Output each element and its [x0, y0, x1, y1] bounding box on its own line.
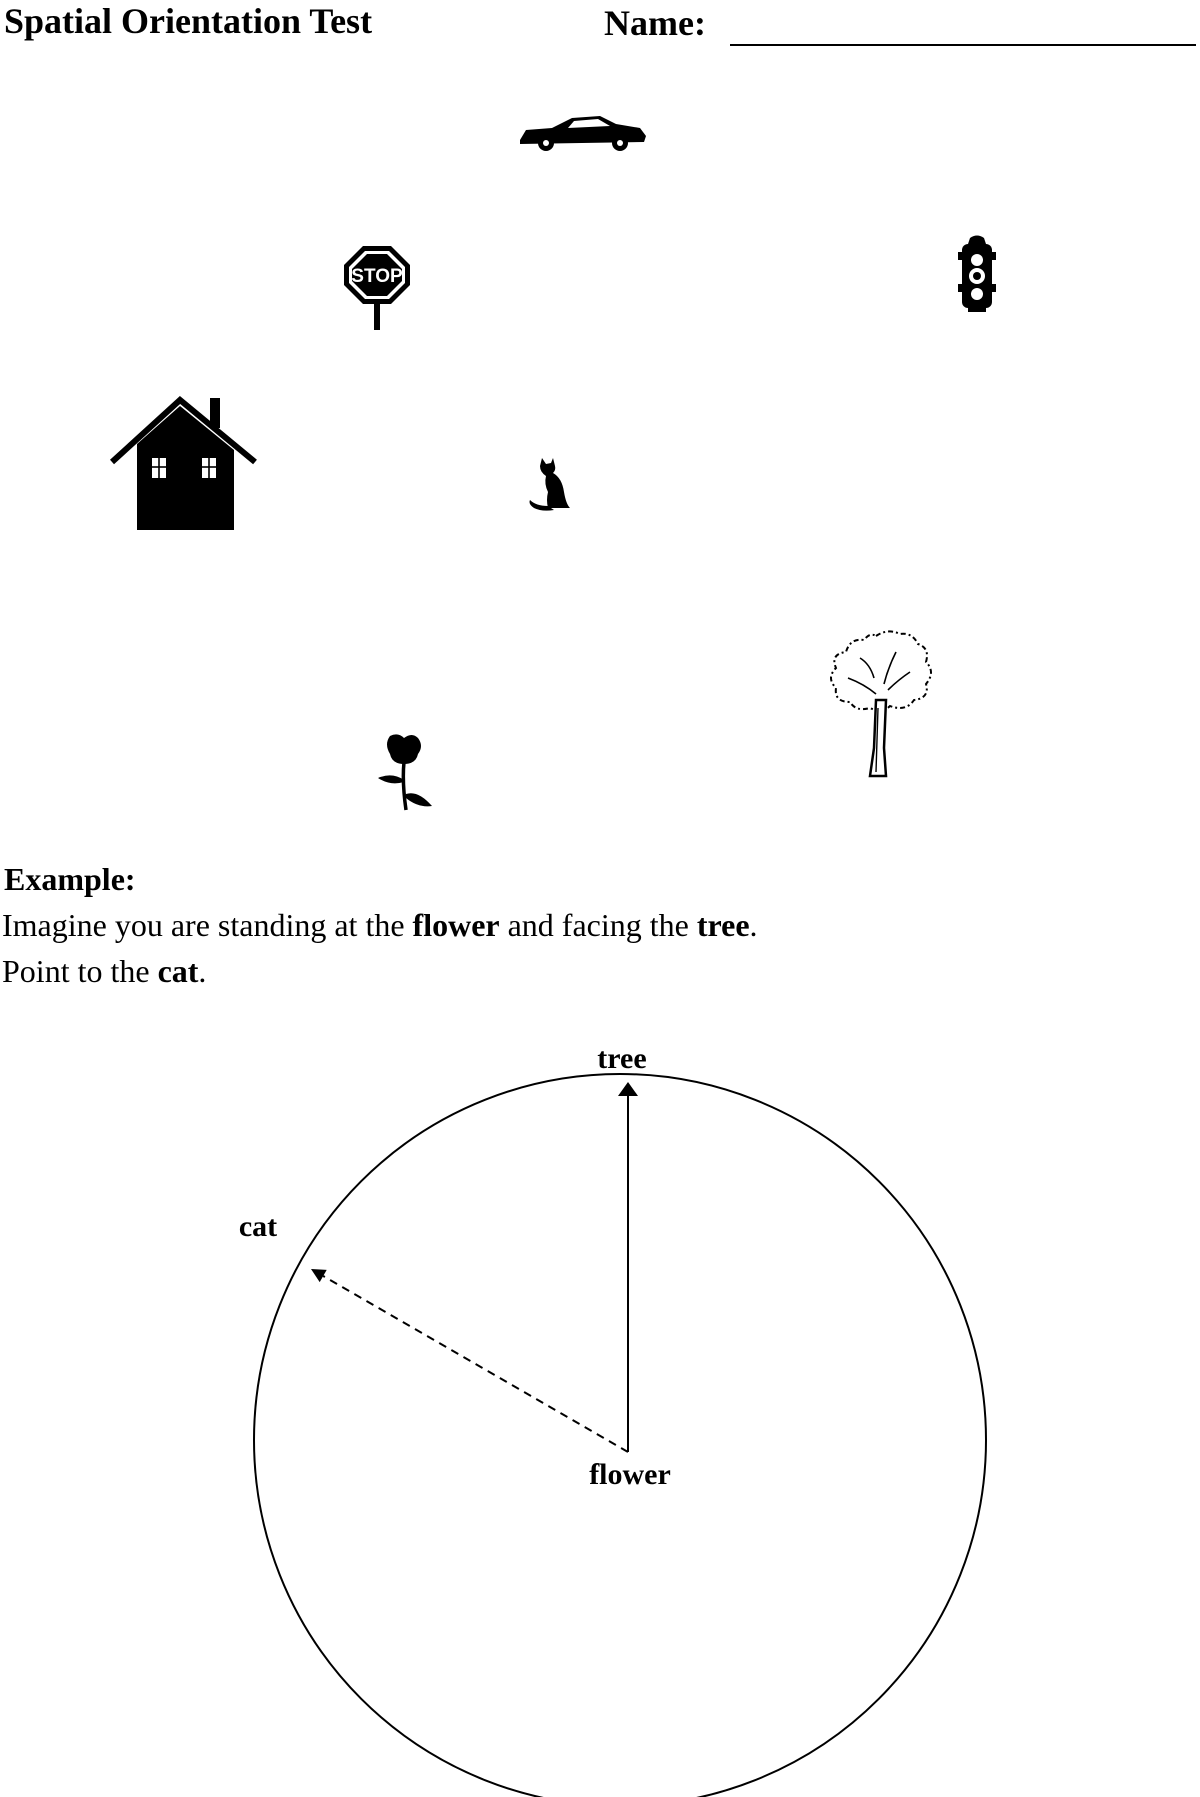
- facing-arrowhead: [618, 1082, 638, 1096]
- standing-object: flower: [412, 907, 500, 943]
- target-label: cat: [238, 1210, 278, 1243]
- facing-label: tree: [597, 1042, 647, 1075]
- instruction-text: .: [198, 953, 207, 989]
- page-title: Spatial Orientation Test: [4, 1, 373, 41]
- target-object: cat: [157, 953, 199, 989]
- pointer-line: [323, 1276, 628, 1452]
- answer-circle[interactable]: [254, 1074, 986, 1797]
- facing-object: tree: [696, 907, 750, 943]
- center-label: flower: [589, 1458, 671, 1491]
- instruction-text: Imagine you are standing at the: [2, 907, 413, 943]
- stop-sign-text: STOP: [351, 266, 403, 287]
- name-label: Name:: [604, 3, 706, 43]
- instruction-text: Point to the: [2, 953, 158, 989]
- instruction-text: and facing the: [499, 907, 697, 943]
- example-heading: Example:: [4, 861, 136, 897]
- instruction-text: .: [749, 907, 758, 943]
